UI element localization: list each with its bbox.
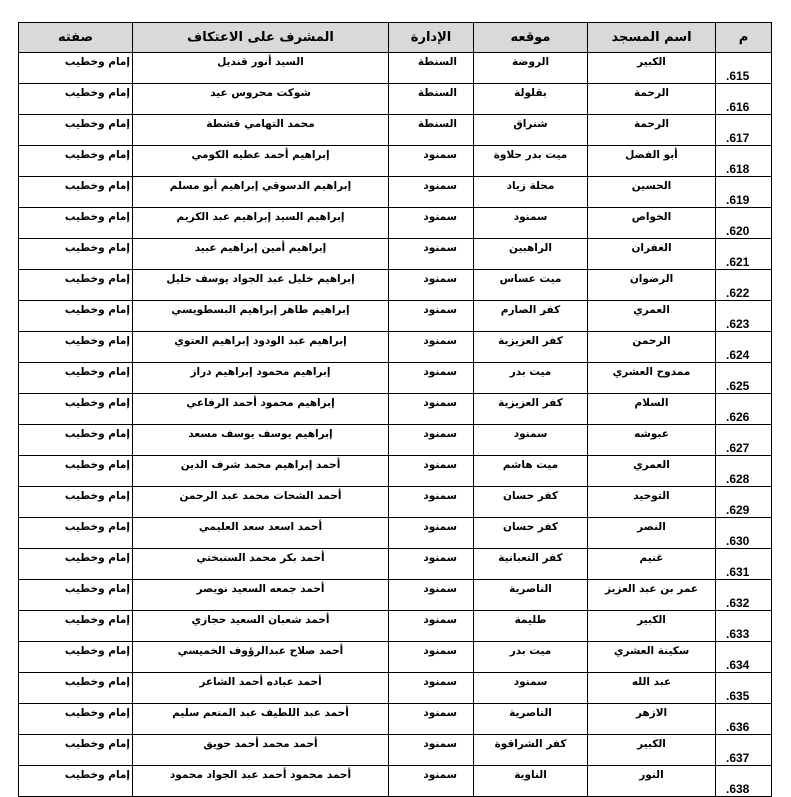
row-number-text: .618 bbox=[726, 162, 750, 176]
administration-cell: سمنود bbox=[389, 673, 474, 704]
supervisor-cell: أحمد إبراهيم محمد شرف الدين bbox=[133, 456, 389, 487]
supervisor-cell: محمد التهامي قشطة bbox=[133, 115, 389, 146]
role-cell: إمام وخطيب bbox=[19, 704, 133, 735]
mosque-name-cell: عبوشه bbox=[588, 425, 716, 456]
role-cell: إمام وخطيب bbox=[19, 487, 133, 518]
location-cell: ميت بدر bbox=[474, 363, 588, 394]
administration-cell: سمنود bbox=[389, 487, 474, 518]
mosque-name-cell: السلام bbox=[588, 394, 716, 425]
mosque-name-cell: عبد الله bbox=[588, 673, 716, 704]
location-cell: محلة زياد bbox=[474, 177, 588, 208]
row-number bbox=[716, 146, 772, 177]
row-number-text: .631 bbox=[726, 565, 750, 579]
mosque-name-cell: أبو الفضل bbox=[588, 146, 716, 177]
role-cell: إمام وخطيب bbox=[19, 115, 133, 146]
location-cell: ميت عساس bbox=[474, 270, 588, 301]
role-cell: إمام وخطيب bbox=[19, 146, 133, 177]
administration-cell: سمنود bbox=[389, 146, 474, 177]
supervisor-cell: إبراهيم خليل عبد الجواد يوسف خليل bbox=[133, 270, 389, 301]
location-cell: الروضة bbox=[474, 53, 588, 84]
row-number-text: .629 bbox=[726, 503, 750, 517]
mosque-name-cell: الرحمن bbox=[588, 332, 716, 363]
role-cell: إمام وخطيب bbox=[19, 239, 133, 270]
table-row bbox=[19, 332, 772, 363]
table-row bbox=[19, 549, 772, 580]
supervisor-cell: أحمد بكر محمد السنبختي bbox=[133, 549, 389, 580]
row-number bbox=[716, 425, 772, 456]
administration-cell: سمنود bbox=[389, 425, 474, 456]
row-number-text: .615 bbox=[726, 69, 750, 83]
mosque-name-cell: الازهر bbox=[588, 704, 716, 735]
administration-cell: سمنود bbox=[389, 611, 474, 642]
row-number bbox=[716, 363, 772, 394]
supervisor-cell: إبراهيم السيد إبراهيم عبد الكريم bbox=[133, 208, 389, 239]
row-number bbox=[716, 239, 772, 270]
supervisor-cell: أحمد جمعه السعيد نويصر bbox=[133, 580, 389, 611]
administration-cell: السنطة bbox=[389, 115, 474, 146]
table-row bbox=[19, 146, 772, 177]
mosque-name-cell: العمري bbox=[588, 456, 716, 487]
supervisor-cell: أحمد شعبان السعيد حجازي bbox=[133, 611, 389, 642]
supervisor-cell: السيد أنور قنديل bbox=[133, 53, 389, 84]
table-row bbox=[19, 456, 772, 487]
table-row bbox=[19, 177, 772, 208]
mosque-name-cell: الكبير bbox=[588, 611, 716, 642]
supervisor-cell: أحمد عباده أحمد الشاعر bbox=[133, 673, 389, 704]
location-cell: الناوية bbox=[474, 766, 588, 797]
role-cell: إمام وخطيب bbox=[19, 549, 133, 580]
row-number bbox=[716, 673, 772, 704]
supervisor-cell: إبراهيم محمود أحمد الرفاعي bbox=[133, 394, 389, 425]
supervisor-cell: أحمد محمد أحمد حويق bbox=[133, 735, 389, 766]
supervisor-cell: إبراهيم عبد الودود إبراهيم العتوي bbox=[133, 332, 389, 363]
administration-cell: سمنود bbox=[389, 735, 474, 766]
role-cell: إمام وخطيب bbox=[19, 332, 133, 363]
row-number-text: .637 bbox=[726, 751, 750, 765]
mosque-name-cell: ممدوح العشري bbox=[588, 363, 716, 394]
location-cell: بقلولة bbox=[474, 84, 588, 115]
supervisor-cell: أحمد صلاح عبدالرؤوف الخميسي bbox=[133, 642, 389, 673]
row-number-text: .638 bbox=[726, 782, 750, 796]
supervisor-cell: إبراهيم يوسف يوسف مسعد bbox=[133, 425, 389, 456]
administration-cell: سمنود bbox=[389, 208, 474, 239]
location-cell: سمنود bbox=[474, 208, 588, 239]
role-cell: إمام وخطيب bbox=[19, 580, 133, 611]
mosque-name-cell: الحسين bbox=[588, 177, 716, 208]
mosque-name-cell: الكبير bbox=[588, 53, 716, 84]
supervisor-cell: إبراهيم أحمد عطيه الكومي bbox=[133, 146, 389, 177]
row-number bbox=[716, 518, 772, 549]
header-num: م bbox=[716, 23, 772, 53]
mosque-name-cell: الرحمة bbox=[588, 84, 716, 115]
mosque-name-cell: عمر بن عبد العزيز bbox=[588, 580, 716, 611]
role-cell: إمام وخطيب bbox=[19, 84, 133, 115]
administration-cell: سمنود bbox=[389, 549, 474, 580]
location-cell: ميت بدر bbox=[474, 642, 588, 673]
supervisor-cell: إبراهيم طاهر إبراهيم البسطويسي bbox=[133, 301, 389, 332]
row-number-text: .633 bbox=[726, 627, 750, 641]
administration-cell: سمنود bbox=[389, 642, 474, 673]
administration-cell: سمنود bbox=[389, 456, 474, 487]
supervisor-cell: أحمد محمود أحمد عبد الجواد محمود bbox=[133, 766, 389, 797]
administration-cell: سمنود bbox=[389, 270, 474, 301]
mosque-name-cell: الكبير bbox=[588, 735, 716, 766]
mosque-name-cell: الرضوان bbox=[588, 270, 716, 301]
row-number bbox=[716, 115, 772, 146]
table-row bbox=[19, 363, 772, 394]
location-cell: كفر العزيزية bbox=[474, 394, 588, 425]
mosque-name-cell: الخواص bbox=[588, 208, 716, 239]
header-role: صفته bbox=[19, 23, 133, 53]
table-row bbox=[19, 84, 772, 115]
supervisor-cell: إبراهيم الدسوقي إبراهيم أبو مسلم bbox=[133, 177, 389, 208]
role-cell: إمام وخطيب bbox=[19, 270, 133, 301]
mosque-name-cell: الغفران bbox=[588, 239, 716, 270]
supervisor-cell: إبراهيم محمود إبراهيم دراز bbox=[133, 363, 389, 394]
header-administration: الإدارة bbox=[389, 23, 474, 53]
table-row bbox=[19, 425, 772, 456]
administration-cell: سمنود bbox=[389, 766, 474, 797]
row-number-text: .622 bbox=[726, 286, 750, 300]
header-row bbox=[19, 23, 772, 53]
row-number-text: .620 bbox=[726, 224, 750, 238]
row-number bbox=[716, 611, 772, 642]
row-number-text: .616 bbox=[726, 100, 750, 114]
supervisor-cell: إبراهيم أمين إبراهيم عبيد bbox=[133, 239, 389, 270]
location-cell: كفر الصارم bbox=[474, 301, 588, 332]
row-number-text: .636 bbox=[726, 720, 750, 734]
row-number bbox=[716, 549, 772, 580]
row-number bbox=[716, 177, 772, 208]
location-cell: ميت بدر حلاوة bbox=[474, 146, 588, 177]
table-row bbox=[19, 611, 772, 642]
location-cell: سمنود bbox=[474, 425, 588, 456]
location-cell: سمنود bbox=[474, 673, 588, 704]
location-cell: الناصرية bbox=[474, 704, 588, 735]
location-cell: كفر الشراقوة bbox=[474, 735, 588, 766]
row-number-text: .628 bbox=[726, 472, 750, 486]
row-number-text: .627 bbox=[726, 441, 750, 455]
table-row bbox=[19, 580, 772, 611]
administration-cell: سمنود bbox=[389, 394, 474, 425]
row-number bbox=[716, 580, 772, 611]
table-row bbox=[19, 518, 772, 549]
row-number bbox=[716, 735, 772, 766]
administration-cell: سمنود bbox=[389, 518, 474, 549]
row-number bbox=[716, 487, 772, 518]
mosque-name-cell: الرحمة bbox=[588, 115, 716, 146]
table-row bbox=[19, 766, 772, 797]
row-number bbox=[716, 270, 772, 301]
row-number-text: .617 bbox=[726, 131, 750, 145]
mosque-name-cell: سكينة العشري bbox=[588, 642, 716, 673]
table-row bbox=[19, 673, 772, 704]
administration-cell: سمنود bbox=[389, 704, 474, 735]
role-cell: إمام وخطيب bbox=[19, 394, 133, 425]
location-cell: كفر حسان bbox=[474, 518, 588, 549]
mosque-name-cell: العمري bbox=[588, 301, 716, 332]
mosque-name-cell: غنيم bbox=[588, 549, 716, 580]
table-row bbox=[19, 735, 772, 766]
row-number-text: .635 bbox=[726, 689, 750, 703]
administration-cell: سمنود bbox=[389, 301, 474, 332]
location-cell: شنراق bbox=[474, 115, 588, 146]
table-row bbox=[19, 704, 772, 735]
role-cell: إمام وخطيب bbox=[19, 53, 133, 84]
location-cell: الناصرية bbox=[474, 580, 588, 611]
table-row bbox=[19, 53, 772, 84]
administration-cell: سمنود bbox=[389, 580, 474, 611]
role-cell: إمام وخطيب bbox=[19, 363, 133, 394]
row-number-text: .623 bbox=[726, 317, 750, 331]
table-row bbox=[19, 208, 772, 239]
role-cell: إمام وخطيب bbox=[19, 611, 133, 642]
administration-cell: السنطة bbox=[389, 53, 474, 84]
location-cell: كفر التعبانية bbox=[474, 549, 588, 580]
table-row bbox=[19, 394, 772, 425]
row-number bbox=[716, 301, 772, 332]
row-number-text: .619 bbox=[726, 193, 750, 207]
mosque-name-cell: التوحيد bbox=[588, 487, 716, 518]
mosque-name-cell: النصر bbox=[588, 518, 716, 549]
row-number-text: .632 bbox=[726, 596, 750, 610]
row-number-text: .626 bbox=[726, 410, 750, 424]
supervisor-cell: شوكت محروس عيد bbox=[133, 84, 389, 115]
mosque-name-cell: النور bbox=[588, 766, 716, 797]
role-cell: إمام وخطيب bbox=[19, 735, 133, 766]
row-number bbox=[716, 208, 772, 239]
administration-cell: السنطة bbox=[389, 84, 474, 115]
header-location: موقعه bbox=[474, 23, 588, 53]
supervisor-cell: أحمد اسعد سعد العليمي bbox=[133, 518, 389, 549]
itikaf-supervisors-table bbox=[18, 22, 772, 797]
table-row bbox=[19, 642, 772, 673]
location-cell: كفر العزيزية bbox=[474, 332, 588, 363]
row-number bbox=[716, 642, 772, 673]
administration-cell: سمنود bbox=[389, 239, 474, 270]
row-number bbox=[716, 53, 772, 84]
supervisor-cell: أحمد الشحات محمد عبد الرحمن bbox=[133, 487, 389, 518]
table-row bbox=[19, 487, 772, 518]
role-cell: إمام وخطيب bbox=[19, 518, 133, 549]
row-number-text: .624 bbox=[726, 348, 750, 362]
table-row bbox=[19, 115, 772, 146]
row-number-text: .621 bbox=[726, 255, 750, 269]
row-number-text: .634 bbox=[726, 658, 750, 672]
role-cell: إمام وخطيب bbox=[19, 425, 133, 456]
location-cell: طليمة bbox=[474, 611, 588, 642]
role-cell: إمام وخطيب bbox=[19, 177, 133, 208]
role-cell: إمام وخطيب bbox=[19, 766, 133, 797]
row-number bbox=[716, 456, 772, 487]
row-number bbox=[716, 704, 772, 735]
table-row bbox=[19, 301, 772, 332]
table-row bbox=[19, 270, 772, 301]
header-supervisor: المشرف على الاعتكاف bbox=[133, 23, 389, 53]
table-row bbox=[19, 239, 772, 270]
administration-cell: سمنود bbox=[389, 332, 474, 363]
role-cell: إمام وخطيب bbox=[19, 301, 133, 332]
administration-cell: سمنود bbox=[389, 177, 474, 208]
row-number bbox=[716, 332, 772, 363]
header-mosque-name: اسم المسجد bbox=[588, 23, 716, 53]
role-cell: إمام وخطيب bbox=[19, 456, 133, 487]
role-cell: إمام وخطيب bbox=[19, 673, 133, 704]
role-cell: إمام وخطيب bbox=[19, 642, 133, 673]
location-cell: كفر حسان bbox=[474, 487, 588, 518]
role-cell: إمام وخطيب bbox=[19, 208, 133, 239]
location-cell: الراهبين bbox=[474, 239, 588, 270]
row-number bbox=[716, 766, 772, 797]
supervisor-cell: أحمد عبد اللطيف عبد المنعم سليم bbox=[133, 704, 389, 735]
location-cell: ميت هاشم bbox=[474, 456, 588, 487]
row-number bbox=[716, 394, 772, 425]
row-number-text: .630 bbox=[726, 534, 750, 548]
row-number bbox=[716, 84, 772, 115]
administration-cell: سمنود bbox=[389, 363, 474, 394]
row-number-text: .625 bbox=[726, 379, 750, 393]
